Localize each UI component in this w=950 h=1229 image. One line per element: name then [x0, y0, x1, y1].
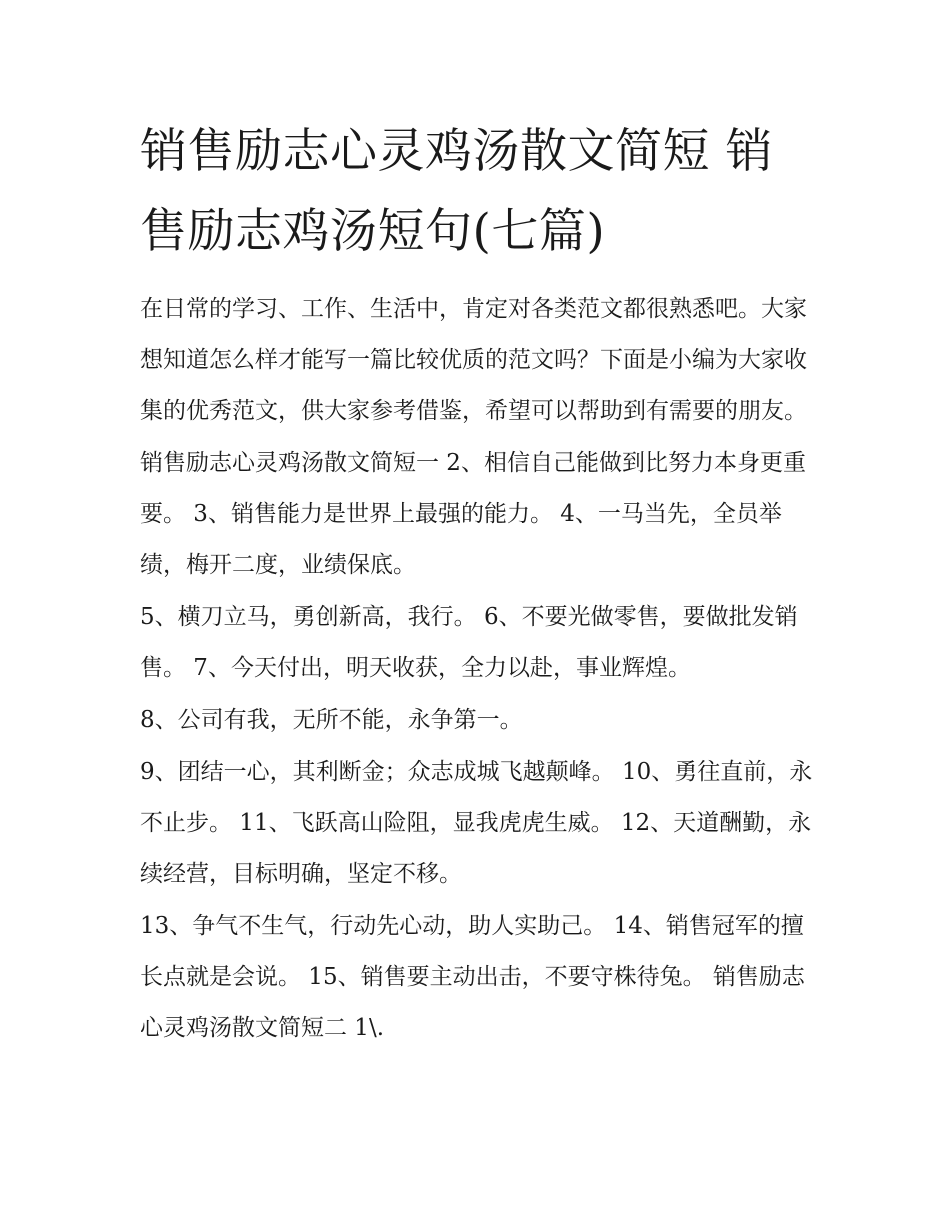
intro-paragraph: 在日常的学习、工作、生活中，肯定对各类范文都很熟悉吧。大家想知道怎么样才能写一篇比较优质的范文吗？下面是小编为大家收集的优秀范文，供大家参考借鉴，希望可以帮助到有需要的朋友。 — [140, 296, 807, 424]
document-page — [140, 112, 820, 1055]
body-paragraph: 8、公司有我，无所不能，永争第一。 — [140, 707, 523, 733]
body-paragraph: 5、横刀立马，勇创新高，我行。 6、不要光做零售，要做批发销售。 7、今天付出，明天收获，全力以赴，事业辉煌。 — [140, 604, 798, 681]
document-title: 销售励志心灵鸡汤散文简短 销售励志鸡汤短句(七篇) — [140, 124, 773, 259]
body-paragraph: 销售励志心灵鸡汤散文简短一 2、相信自己能做到比努力本身更重要。 3、销售能力是世界上最强的能力。 4、一马当先，全员举绩，梅开二度，业绩保底。 — [140, 450, 806, 578]
body-paragraph: 9、团结一心，其利断金；众志成城飞越颠峰。 10、勇往直前，永不止步。 11、飞跃高山险阻，显我虎虎生威。 12、天道酬勤，永续经营，目标明确，坚定不移。 — [140, 759, 813, 887]
document-body — [140, 284, 820, 1054]
body-paragraph: 13、争气不生气，行动先心动，助人实助己。 14、销售冠军的擅长点就是会说。 15、销售要主动出击，不要守株待兔。 销售励志心灵鸡汤散文简短二 1\. — [140, 913, 805, 1041]
